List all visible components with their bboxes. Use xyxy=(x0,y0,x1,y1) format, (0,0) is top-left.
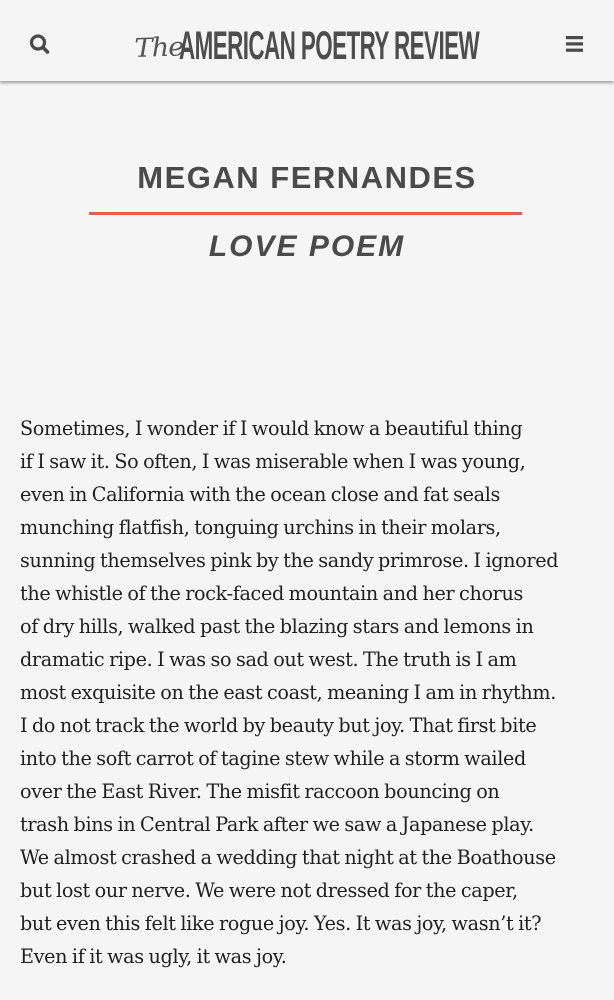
poem-line: sunning themselves pink by the sandy primrose. I ignored xyxy=(20,549,559,572)
poem-line: I do not track the world by beauty but joy. That first bite xyxy=(20,714,537,737)
author-name[interactable]: MEGAN FERNANDES xyxy=(137,160,477,195)
poem-line: We almost crashed a wedding that night at the Boathouse xyxy=(20,846,556,869)
poem-line: if I saw it. So often, I was miserable when I was young, xyxy=(20,450,526,473)
poem-line: into the soft carrot of tagine stew while a storm wailed xyxy=(20,747,526,770)
poem-line: Sometimes, I wonder if I would know a beautiful thing xyxy=(20,417,523,440)
poem-line: even in California with the ocean close and fat seals xyxy=(20,483,500,506)
poem-line: of dry hills, walked past the blazing stars and lemons in xyxy=(20,615,534,638)
site-header xyxy=(0,0,614,81)
hamburger-menu-icon xyxy=(560,30,588,58)
poem-line: trash bins in Central Park after we saw a Japanese play. xyxy=(20,813,534,836)
poem-line: dramatic ripe. I was so sad out west. The truth is I am xyxy=(20,648,517,671)
logo-wordmark: AMERICAN POETRY REVIEW xyxy=(179,24,480,68)
poem-title: LOVE POEM xyxy=(208,230,406,263)
poem-line: but lost our nerve. We were not dressed for the caper, xyxy=(20,879,518,902)
poem-line: Even if it was ugly, it was joy. xyxy=(20,945,287,968)
poem-line: the whistle of the rock-faced mountain and her chorus xyxy=(20,582,523,605)
menu-button[interactable] xyxy=(560,30,588,58)
title-divider xyxy=(89,212,522,215)
poem-line: munching flatfish, tonguing urchins in their molars, xyxy=(20,516,501,539)
logo-prefix: The xyxy=(133,32,184,64)
poem-line: over the East River. The misfit raccoon bouncing on xyxy=(20,780,500,803)
site-logo[interactable] xyxy=(135,18,614,66)
poem-line: but even this felt like rogue joy. Yes. It was joy, wasn’t it? xyxy=(20,912,542,935)
poem-line: most exquisite on the east coast, meaning I am in rhythm. xyxy=(20,681,556,704)
poem-body xyxy=(20,412,610,973)
search-icon xyxy=(26,30,54,58)
search-button[interactable] xyxy=(26,30,54,58)
